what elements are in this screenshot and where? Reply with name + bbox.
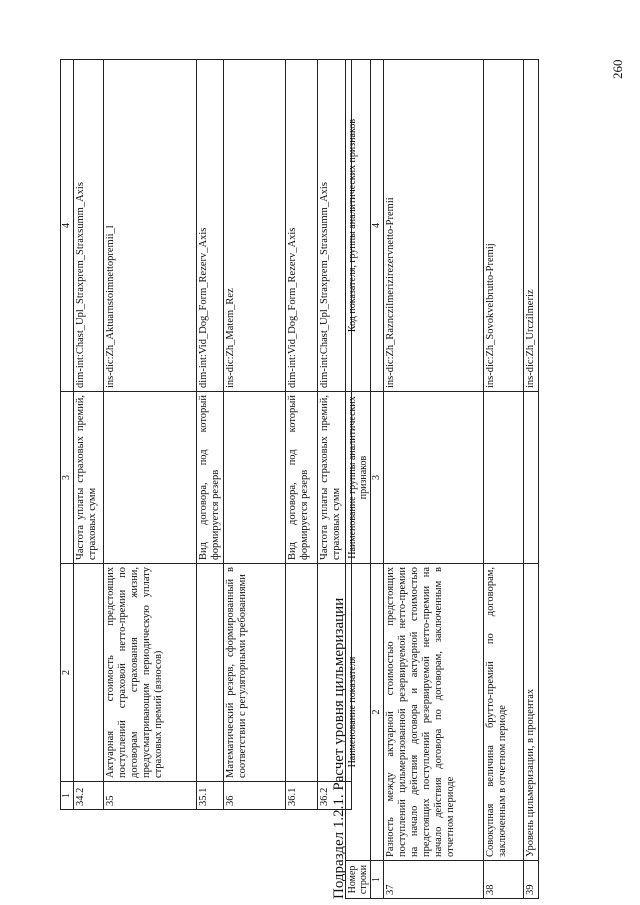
column-index: 2 [61, 564, 74, 782]
table-row [483, 60, 523, 899]
group-name [103, 392, 196, 564]
row-number: 36 [223, 782, 285, 810]
indicator-name: Математический резерв, сформированный в соответствии с регуляторными требованиями [223, 564, 285, 782]
subsection-title: Подраздел 1.2.1. Расчет уровня цильмеризации [331, 597, 347, 899]
indicator-code: dim-int:Vid_Dog_Form_Rezerv_Axis [196, 60, 223, 392]
group-name [223, 392, 285, 564]
indicator-name: Уровень цильмеризации, в процентах [523, 564, 538, 861]
indicator-code: ins-dic:Zh_Aktuarnstoimnettopremii_l [103, 60, 196, 392]
column-index: 4 [61, 60, 74, 392]
row-number: 36.2 [317, 782, 351, 810]
column-index-row [61, 60, 74, 810]
table-row [383, 60, 483, 899]
indicator-name: Совокупная величина брутто-премий по договорам, заключенным в отчетном периоде [483, 564, 523, 861]
group-name: Частота уплаты страховых премий, страховых сумм [73, 392, 103, 564]
group-name [383, 392, 483, 564]
header-indicator-code: Код показателя, группы аналитических признаков [346, 60, 371, 392]
page-number: 260 [610, 59, 625, 79]
column-index: 3 [371, 392, 384, 564]
row-number: 35 [103, 782, 196, 810]
indicator-name [196, 564, 223, 782]
indicator-code: dim-int:Chast_Upl_Straxprem_Straxsumm_Axis [73, 60, 103, 392]
table-row [285, 60, 317, 810]
indicator-name: Актуарная стоимость предстоящих поступлений страховой нетто-премии по договорам страхования жизни, предусматривающим периодическую уплату страховых премий (взносов) [103, 564, 196, 782]
indicator-code: ins-dic:Zh_Raznczilmerizirezervnetto-Premii [383, 60, 483, 392]
row-number: 38 [483, 861, 523, 899]
header-row [346, 60, 371, 899]
header-group-name: Наименование группы аналитических признаков [346, 392, 371, 564]
group-name: Вид договора, под который формируется резерв [285, 392, 317, 564]
group-name: Частота уплаты страховых премий, страховых сумм [317, 392, 351, 564]
indicator-name [285, 564, 317, 782]
table-row [223, 60, 285, 810]
indicator-name: Разность между актуарной стоимостью предстоящих поступлений цильмеризованной резервируемой нетто-премии на начало действия договора и актуарной стоимостью предстоящих поступлений резервируемой нетто-премии на начало действия договора по договорам, заключенным в отчетном периоде [383, 564, 483, 861]
column-index: 4 [371, 60, 384, 392]
column-index: 3 [61, 392, 74, 564]
row-number: 36.1 [285, 782, 317, 810]
row-number: 35.1 [196, 782, 223, 810]
column-index: 1 [61, 782, 74, 810]
table-row [73, 60, 103, 810]
indicator-code: dim-int:Chast_Upl_Straxprem_Straxsumm_Axis [317, 60, 351, 392]
column-index-row [371, 60, 384, 899]
indicator-code: dim-int:Vid_Dog_Form_Rezerv_Axis [285, 60, 317, 392]
indicator-code: ins-dic:Zh_Urczilmeriz [523, 60, 538, 392]
group-name [523, 392, 538, 564]
indicator-code: ins-dic:Zh_Sovokvelbrutto-Premij [483, 60, 523, 392]
table-row [103, 60, 196, 810]
indicator-table-bottom [345, 59, 539, 899]
group-name: Вид договора, под который формируется резерв [196, 392, 223, 564]
row-number: 34.2 [73, 782, 103, 810]
row-number: 39 [523, 861, 538, 899]
column-index: 2 [371, 564, 384, 861]
indicator-code: ins-dic:Zh_Matem_Rez [223, 60, 285, 392]
table-row [523, 60, 538, 899]
indicator-table-top [60, 59, 352, 810]
table-row [196, 60, 223, 810]
row-number: 37 [383, 861, 483, 899]
header-indicator-name: Наименование показателя [346, 564, 371, 861]
column-index: 1 [371, 861, 384, 899]
group-name [483, 392, 523, 564]
indicator-name [73, 564, 103, 782]
header-row-number: Номер строки [346, 861, 371, 899]
